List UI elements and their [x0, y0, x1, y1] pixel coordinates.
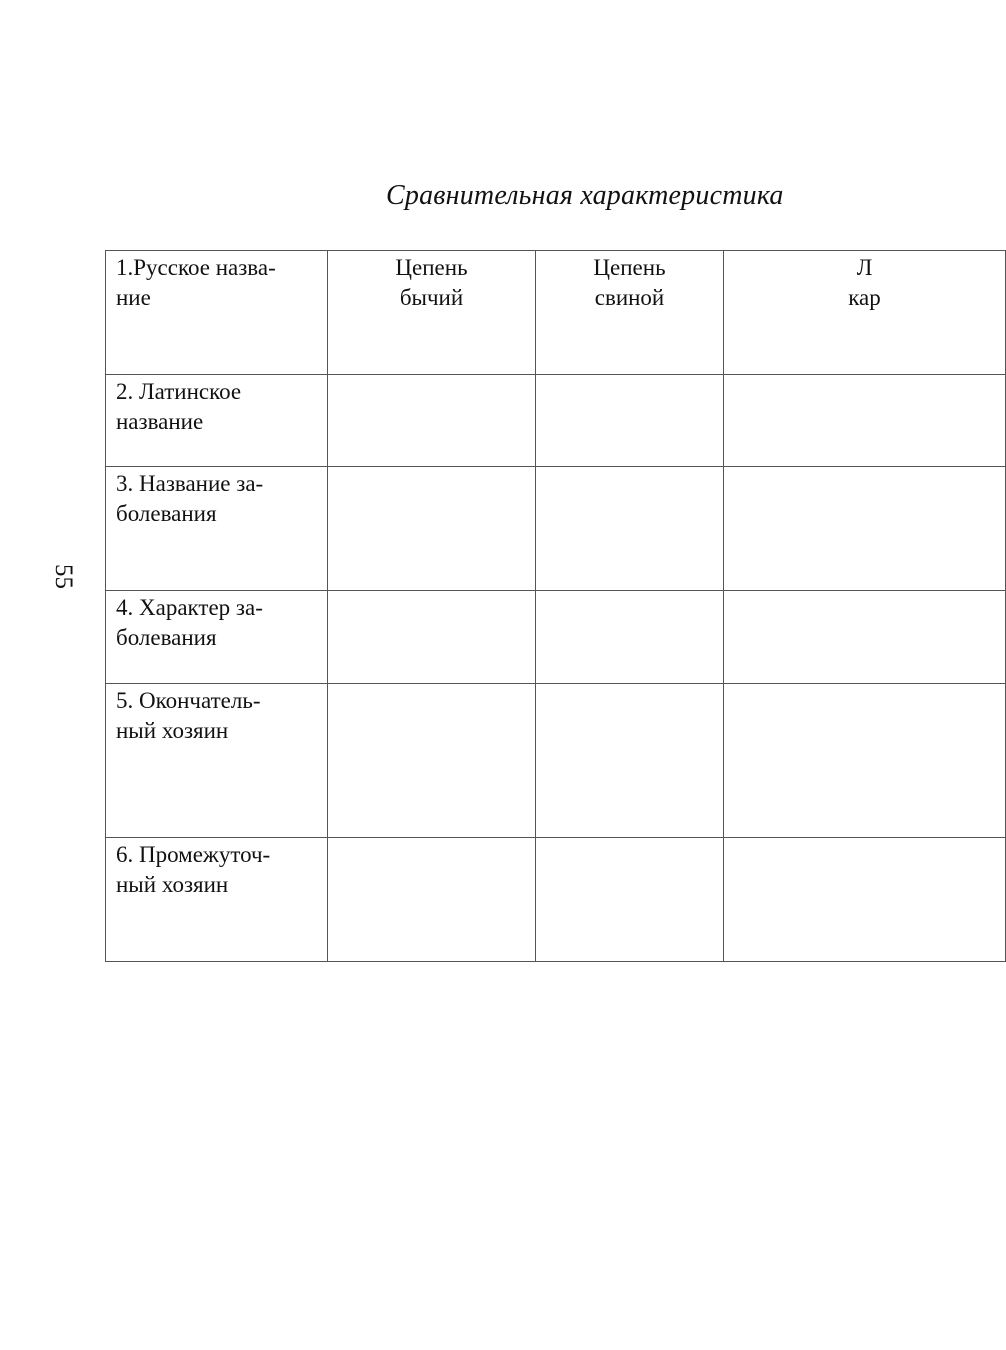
cell-text-line: свиной — [594, 285, 665, 310]
empty-cell — [328, 375, 536, 467]
cell-text-line: кар — [848, 285, 881, 310]
empty-cell — [328, 838, 536, 962]
table-header-row — [106, 251, 1006, 375]
cell-text-line: название — [116, 409, 204, 434]
header-cell-truncated — [724, 251, 1006, 375]
cell-text-line: Л — [856, 255, 873, 280]
cell-text-line: бычий — [399, 285, 464, 310]
page-title: Сравнительная характеристика — [386, 180, 784, 211]
empty-cell — [724, 838, 1006, 962]
table-row — [106, 591, 1006, 684]
table-row — [106, 375, 1006, 467]
header-cell-beef-tapeworm — [328, 251, 536, 375]
row-label-intermediate-host — [106, 838, 328, 962]
cell-text-line: 2. Латинское — [116, 379, 242, 404]
cell-text-line: ный хозяин — [116, 872, 229, 897]
row-label-definitive-host — [106, 684, 328, 838]
cell-text-line: 4. Характер за- — [116, 595, 263, 620]
empty-cell — [328, 684, 536, 838]
table-row — [106, 467, 1006, 591]
comparison-table — [105, 250, 1006, 962]
empty-cell — [536, 838, 724, 962]
row-label-latin-name — [106, 375, 328, 467]
cell-text-line: Цепень — [395, 255, 468, 280]
cell-text-line: 6. Промежуточ- — [116, 842, 271, 867]
table-row — [106, 838, 1006, 962]
empty-cell — [724, 375, 1006, 467]
cell-text-line: 5. Окончатель- — [116, 688, 261, 713]
empty-cell — [328, 467, 536, 591]
header-cell-russian-name — [106, 251, 328, 375]
row-label-disease-name — [106, 467, 328, 591]
empty-cell — [536, 684, 724, 838]
cell-text-line: ный хозяин — [116, 718, 229, 743]
cell-text-line: ние — [116, 285, 151, 310]
empty-cell — [724, 684, 1006, 838]
empty-cell — [328, 591, 536, 684]
cell-text-line: Цепень — [593, 255, 666, 280]
table-row — [106, 684, 1006, 838]
empty-cell — [536, 375, 724, 467]
row-label-disease-character — [106, 591, 328, 684]
cell-text-line: болевания — [116, 501, 217, 526]
cell-text-line: 1.Русское назва- — [116, 255, 276, 280]
empty-cell — [724, 467, 1006, 591]
empty-cell — [724, 591, 1006, 684]
empty-cell — [536, 467, 724, 591]
cell-text-line: болевания — [116, 625, 217, 650]
page-number: 55 — [50, 564, 77, 589]
cell-text-line: 3. Название за- — [116, 471, 264, 496]
header-cell-pork-tapeworm — [536, 251, 724, 375]
empty-cell — [536, 591, 724, 684]
